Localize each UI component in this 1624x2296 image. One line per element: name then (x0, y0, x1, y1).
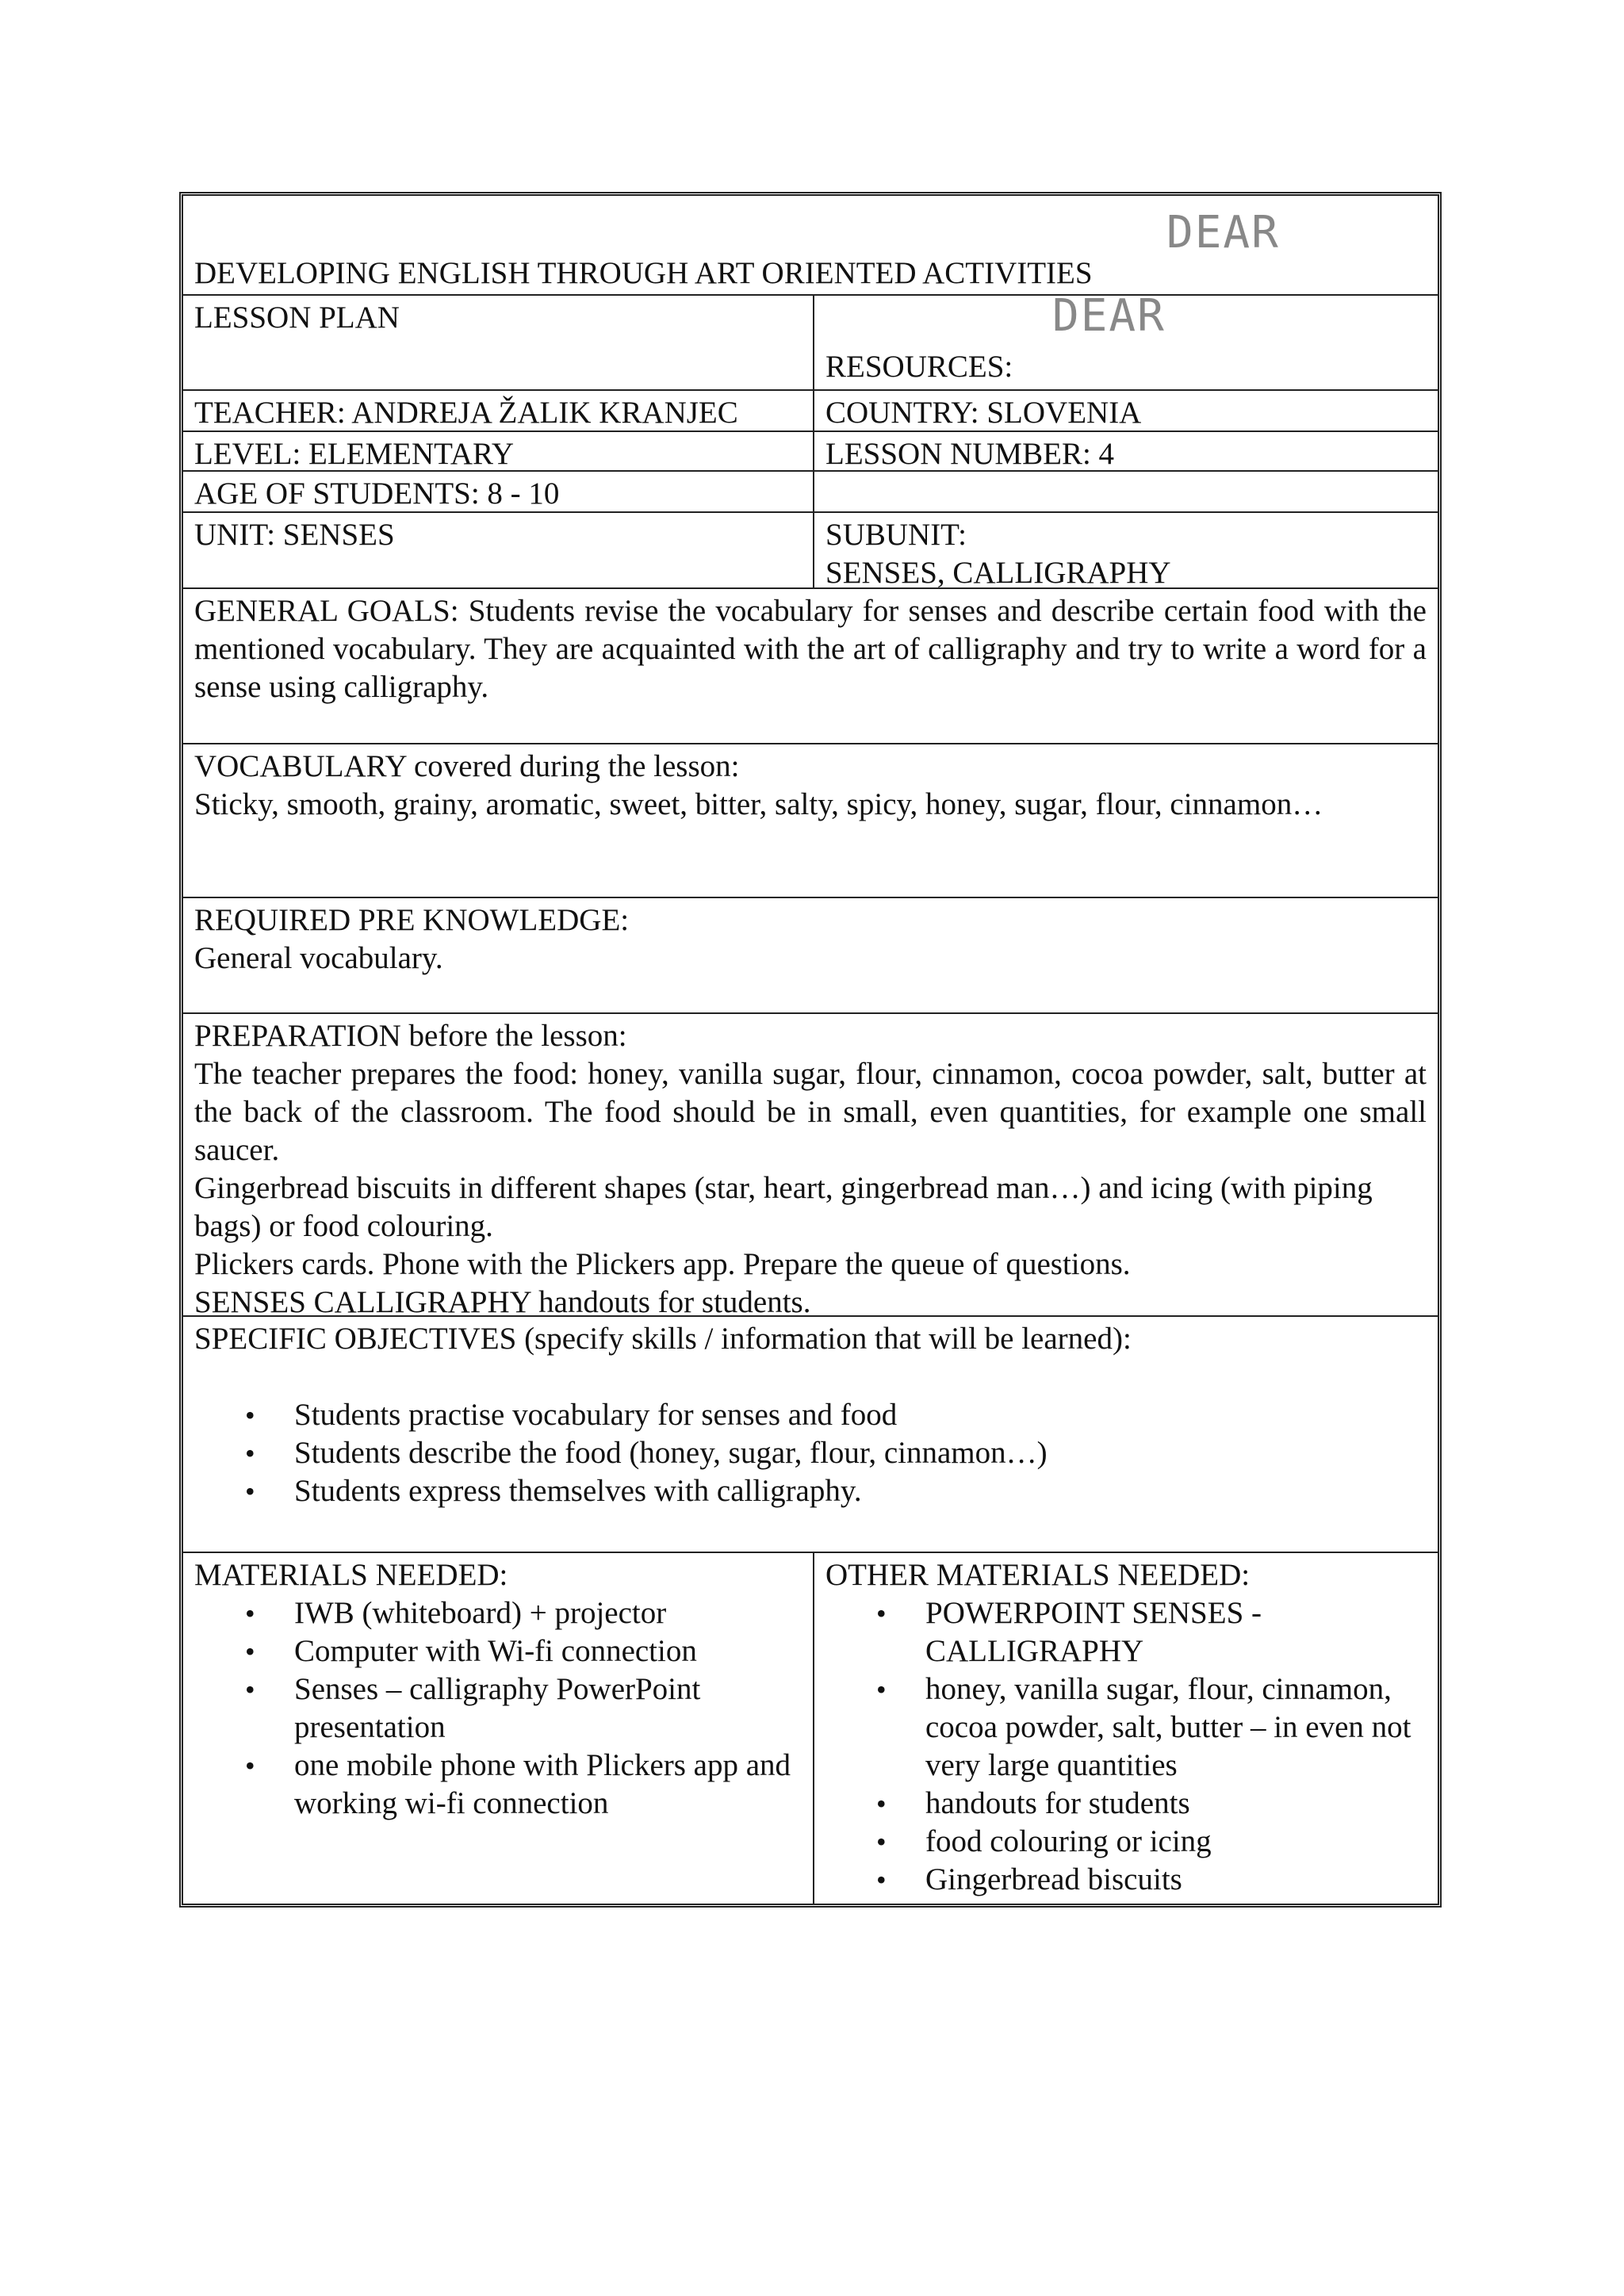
materials-list (194, 1594, 802, 1823)
vocabulary-row (183, 743, 1438, 897)
lesson-plan-label: LESSON PLAN (183, 296, 814, 389)
preparation-line: Gingerbread biscuits in different shapes (star, heart, gingerbread man…) and icing (with piping bags) or food colouring. (194, 1171, 1373, 1243)
list-item: • IWB (whiteboard) + projector (194, 1594, 802, 1632)
document-title: DEVELOPING ENGLISH THROUGH ART ORIENTED ACTIVITIES (194, 256, 1093, 290)
country-field: COUNTRY: SLOVENIA (825, 396, 1142, 430)
preparation-row (183, 1012, 1438, 1319)
preparation-label: PREPARATION before the lesson: (194, 1019, 627, 1053)
preparation-line: SENSES CALLIGRAPHY handouts for students. (194, 1285, 811, 1319)
pre-knowledge-row (183, 897, 1438, 1012)
list-item: • Gingerbread biscuits (825, 1861, 1427, 1899)
materials-label: MATERIALS NEEDED: (194, 1558, 508, 1592)
general-goals-text: GENERAL GOALS: Students revise the vocabulary for senses and describe certain food with the mentioned vocabulary. They are acquainted with the art of calligraphy and try to write a word for a sense using calligraphy. (194, 594, 1427, 704)
pre-knowledge-text: General vocabulary. (194, 941, 443, 975)
list-item: • Students practise vocabulary for senses and food (194, 1396, 1427, 1434)
specific-objectives-cell (183, 1317, 1438, 1552)
level-field: LEVEL: ELEMENTARY (183, 432, 814, 470)
dear-logo-resources-icon: DEAR (1052, 290, 1166, 342)
unit-row (183, 511, 1438, 590)
other-materials-list (825, 1594, 1427, 1899)
materials-cell (183, 1553, 814, 1904)
list-item: • one mobile phone with Plickers app and working wi-fi connection (194, 1747, 802, 1823)
resources-cell (814, 290, 1438, 389)
age-row (183, 470, 1438, 511)
preparation-cell (183, 1014, 1438, 1319)
lesson-plan-row (183, 290, 1438, 389)
list-item: • handouts for students (825, 1785, 1427, 1823)
list-item: • honey, vanilla sugar, flour, cinnamon, cocoa powder, salt, butter – in even not very large quantities (825, 1670, 1427, 1785)
vocabulary-words: Sticky, smooth, grainy, aromatic, sweet, bitter, salty, spicy, honey, sugar, flour, cinnamon… (194, 787, 1323, 821)
other-materials-cell (814, 1553, 1438, 1904)
dear-logo-icon: DEAR (1166, 207, 1280, 258)
list-item: • POWERPOINT SENSES - CALLIGRAPHY (825, 1594, 1427, 1670)
subunit-field (814, 513, 1438, 590)
pre-knowledge-cell (183, 898, 1438, 1012)
list-item: • Senses – calligraphy PowerPoint presentation (194, 1670, 802, 1747)
subunit-label: SUBUNIT: (825, 518, 967, 552)
pre-knowledge-label: REQUIRED PRE KNOWLEDGE: (194, 903, 630, 937)
subunit-value: SENSES, CALLIGRAPHY (825, 556, 1171, 590)
other-materials-label: OTHER MATERIALS NEEDED: (825, 1558, 1251, 1592)
level-lesson-row (183, 430, 1438, 470)
unit-field: UNIT: SENSES (183, 513, 814, 587)
preparation-line: The teacher prepares the food: honey, vanilla sugar, flour, cinnamon, cocoa powder, salt, butter at the back of the classroom. The food should be in small, even quantities, for example one small saucer. (194, 1057, 1427, 1167)
teacher-field: TEACHER: ANDREJA ŽALIK KRANJEC (183, 391, 814, 430)
resources-label: RESOURCES: (825, 350, 1013, 384)
teacher-country-row (183, 389, 1438, 430)
vocabulary-cell (183, 744, 1438, 897)
lesson-plan-table (179, 192, 1442, 1908)
empty-cell (814, 472, 1438, 511)
specific-objectives-row (183, 1315, 1438, 1552)
vocabulary-label: VOCABULARY covered during the lesson: (194, 749, 740, 783)
objectives-list (194, 1396, 1427, 1510)
general-goals-row (183, 587, 1438, 743)
list-item: • Computer with Wi-fi connection (194, 1632, 802, 1670)
materials-row (183, 1552, 1438, 1904)
list-item: • food colouring or icing (825, 1823, 1427, 1861)
specific-objectives-label: SPECIFIC OBJECTIVES (specify skills / information that will be learned): (194, 1322, 1132, 1356)
preparation-line: Plickers cards. Phone with the Plickers app. Prepare the queue of questions. (194, 1247, 1131, 1281)
list-item: • Students express themselves with calligraphy. (194, 1472, 1427, 1510)
age-field: AGE OF STUDENTS: 8 - 10 (183, 472, 814, 511)
list-item: • Students describe the food (honey, sugar, flour, cinnamon…) (194, 1434, 1427, 1472)
title-row (183, 196, 1438, 294)
lesson-number-field: LESSON NUMBER: 4 (825, 437, 1115, 471)
